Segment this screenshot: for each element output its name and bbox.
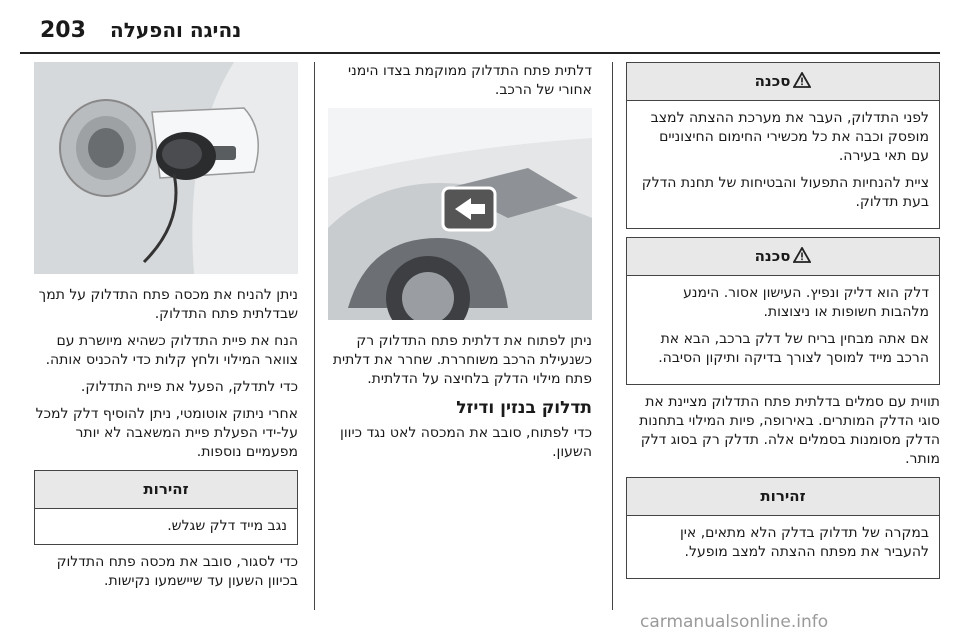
danger-box-body: [627, 276, 939, 384]
fuel-cap-image: [34, 62, 298, 274]
danger-text: לפני התדלוק, העבר את מערכת ההצתה למצב מופסק וכבה את כל מכשירי החימום החיצוניים עם תאי בעירה.: [650, 110, 929, 164]
fuel-cap-illustration: [34, 62, 298, 274]
page-header: [20, 18, 932, 48]
danger-box-title: סכנה: [627, 63, 939, 101]
danger-box-title: סכנה: [627, 238, 939, 276]
notice-text: נגב מייד דלק שגלש.: [167, 518, 287, 534]
danger-box-1: [626, 62, 940, 229]
car-rear-image: [328, 108, 592, 320]
notice-box: [34, 470, 298, 545]
car-fuel-door-illustration: [328, 108, 592, 320]
refuelling-heading: תדלוק בנזין ודיזל: [456, 398, 592, 418]
warning-triangle-icon: [793, 247, 811, 263]
page-number: 203: [40, 18, 86, 43]
column-divider: [314, 62, 315, 610]
notice-box: [626, 477, 940, 579]
column-divider: [612, 62, 613, 610]
danger-text: אם אתה מבחין בריח של דלק ברכב, הבא את הרכב מייד למוסך לצורך בדיקה ותיקון הסיבה.: [658, 331, 929, 366]
notice-text: במקרה של תדלוק בדלק הלא מתאים, אין להעביר את מפתח ההצתה למצב מופעל.: [679, 525, 929, 560]
auto-cutoff-text: אחרי ניתוק אוטומטי, ניתן להוסיף דלק למכל על-ידי הפעלת פיית המשאבה לא יותר מפעמיים נוספות.: [35, 406, 298, 460]
nozzle-insert-text: הנח את פיית התדלוק כשהיא מיושרת עם צוואר המילוי ולחץ קלות כדי להכניס אותה.: [45, 333, 298, 368]
fuel-label-paragraph: תווית עם סמלים בדלתית פתח התדלוק מציינת את סוגי הדלק המותרים. באירופה, פיות המילוי בתחנות הדלק מסומנות בסמלים אלה. תדלק רק בסוג דלק מותר.: [639, 394, 940, 467]
fuel-cap-open-text: כדי לפתוח, סובב את המכסה לאט נגד כיוון השעון.: [340, 425, 592, 460]
fuel-door-location-text: דלתית פתח התדלוק ממוקמת בצדו הימני אחורי של הרכב.: [347, 63, 592, 98]
section-title: נהיגה והפעלה: [110, 18, 242, 42]
notice-title: זהירות: [35, 471, 297, 509]
notice-title: זהירות: [627, 478, 939, 516]
danger-box-body: [627, 101, 939, 228]
fuel-door-highlight: [443, 188, 495, 230]
middle-column: [328, 62, 592, 470]
danger-text: ציית להנחיות התפעול והבטיחות של תחנת הדלק בעת תדלוק.: [641, 175, 929, 210]
cap-close-text: כדי לסגור, סובב את מכסה פתח התדלוק בכיוון השעון עד שיישמעו נקישות.: [56, 554, 298, 589]
refuel-text: כדי לתדלק, הפעל את פיית התדלוק.: [80, 379, 298, 395]
notice-body: [35, 509, 297, 544]
warning-triangle-icon: [793, 72, 811, 88]
danger-text: דלק הוא דליק ונפיץ. העישון אסור. הימנע מלהבות חשופות או ניצוצות.: [683, 285, 929, 320]
header-rule: [20, 52, 940, 54]
danger-box-2: [626, 237, 940, 385]
watermark: carmanualsonline.info: [640, 612, 829, 632]
left-column: [34, 62, 298, 599]
fuel-door-open-text: ניתן לפתוח את דלתית פתח התדלוק רק כשנעילת הרכב משוחררת. שחרר את דלתית פתח מילוי הדלק בלחיצה על הדלתית.: [332, 333, 592, 387]
cap-holder-text: ניתן להניח את מכסה פתח התדלוק על תמך שבדלתית פתח התדלוק.: [38, 287, 298, 322]
right-column: [626, 62, 940, 587]
notice-body: [627, 516, 939, 578]
